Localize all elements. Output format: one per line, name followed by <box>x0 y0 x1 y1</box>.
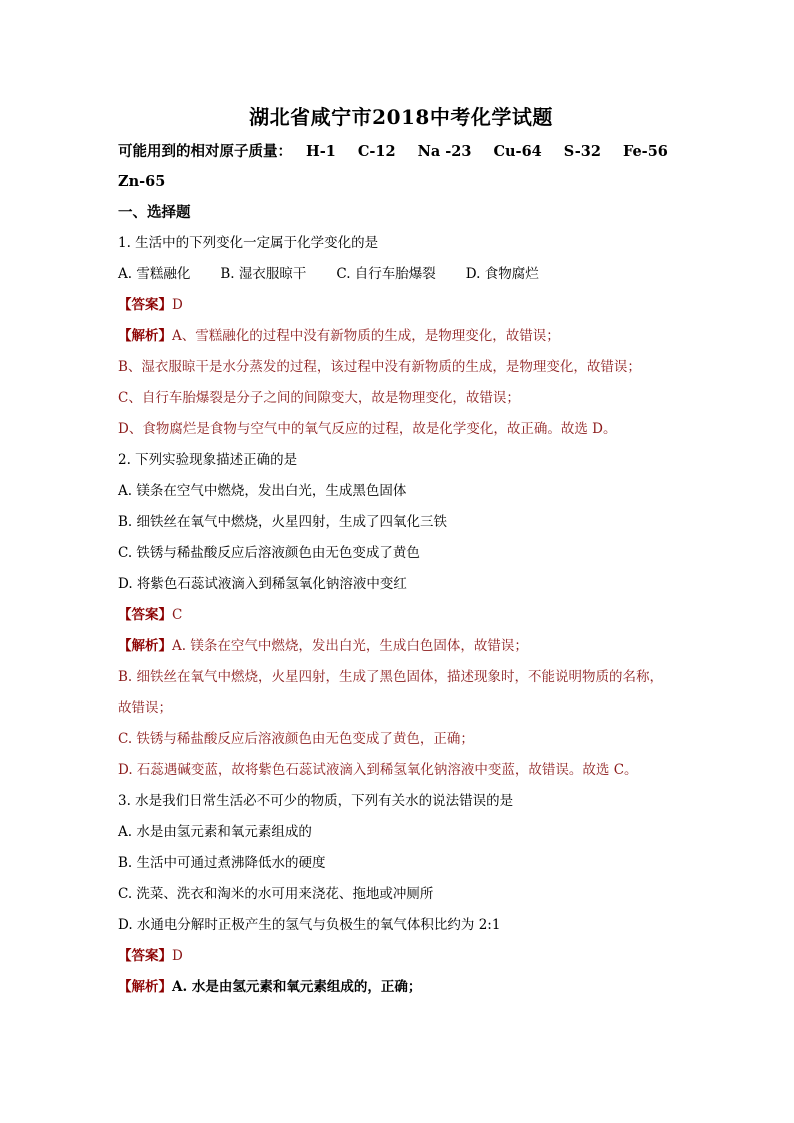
analysis-text: A. 镁条在空气中燃烧，发出白光，生成白色固体，故错误； <box>172 638 528 654</box>
atomic-mass-item: C-12 <box>357 143 396 160</box>
q2-analysis-line <box>118 631 684 662</box>
analysis-label: 【解析】 <box>118 979 172 995</box>
atomic-mass-item: Na -23 <box>417 143 472 160</box>
q1-option-d: D. 食物腐烂 <box>465 266 539 282</box>
q1-analysis-line: D、食物腐烂是食物与空气中的氧气反应的过程，故是化学变化，故正确。故选 D。 <box>118 421 617 437</box>
q1-analysis-line <box>118 321 684 352</box>
q2-analysis-line: D. 石蕊遇碱变蓝，故将紫色石蕊试液滴入到稀氢氧化钠溶液中变蓝，故错误。故选 C。 <box>118 762 638 778</box>
q1-options <box>118 259 684 290</box>
section-heading: 一、选择题 <box>118 204 191 221</box>
q1-stem: 1. 生活中的下列变化一定属于化学变化的是 <box>118 235 379 251</box>
q2-option-a: A. 镁条在空气中燃烧，发出白光，生成黑色固体 <box>118 483 407 499</box>
q3-stem: 3. 水是我们日常生活必不可少的物质，下列有关水的说法错误的是 <box>118 793 514 809</box>
q2-option-b: B. 细铁丝在氧气中燃烧，火星四射，生成了四氧化三铁 <box>118 514 448 530</box>
q1-answer <box>118 290 684 321</box>
answer-label: 【答案】 <box>118 297 172 313</box>
q2-option-c: C. 铁锈与稀盐酸反应后溶液颜色由无色变成了黄色 <box>118 545 420 561</box>
analysis-text: A. 水是由氢元素和氧元素组成的，正确； <box>172 979 422 995</box>
q2-analysis-line: B. 细铁丝在氧气中燃烧，火星四射，生成了黑色固体，描述现象时，不能说明物质的名称， <box>118 669 664 685</box>
q3-option-d: D. 水通电分解时正极产生的氢气与负极生的氧气体积比约为 2:1 <box>118 917 501 933</box>
q1-analysis-line: B、湿衣服晾干是水分蒸发的过程，该过程中没有新物质的生成，是物理变化，故错误； <box>118 359 641 375</box>
exam-title: 湖北省咸宁市2018中考化学试题 <box>249 105 553 129</box>
analysis-label: 【解析】 <box>118 328 172 344</box>
atomic-mass-item: S-32 <box>563 143 601 160</box>
q2-analysis-line: 故错误； <box>118 700 172 716</box>
atomic-mass-line-2 <box>118 167 684 197</box>
q3-analysis-line <box>118 972 684 1003</box>
answer-label: 【答案】 <box>118 948 172 964</box>
answer-label: 【答案】 <box>118 607 172 623</box>
answer-value: D <box>172 948 183 964</box>
atomic-mass-line <box>118 137 684 167</box>
atomic-mass-item: Zn-65 <box>118 173 166 190</box>
q2-option-d: D. 将紫色石蕊试液滴入到稀氢氧化钠溶液中变红 <box>118 576 407 592</box>
answer-value: D <box>172 297 183 313</box>
q3-option-a: A. 水是由氢元素和氧元素组成的 <box>118 824 312 840</box>
analysis-text: A、雪糕融化的过程中没有新物质的生成，是物理变化，故错误； <box>172 328 560 344</box>
atomic-mass-item: Cu-64 <box>493 143 542 160</box>
q3-option-b: B. 生活中可通过煮沸降低水的硬度 <box>118 855 326 871</box>
atomic-mass-item: H-1 <box>306 143 336 160</box>
q3-answer <box>118 941 684 972</box>
analysis-label: 【解析】 <box>118 638 172 654</box>
q2-stem: 2. 下列实验现象描述正确的是 <box>118 452 298 468</box>
q2-analysis-line: C. 铁锈与稀盐酸反应后溶液颜色由无色变成了黄色，正确； <box>118 731 474 747</box>
q1-option-a: A. 雪糕融化 <box>118 266 191 282</box>
q1-option-b: B. 湿衣服晾干 <box>220 266 307 282</box>
q1-analysis-line: C、自行车胎爆裂是分子之间的间隙变大，故是物理变化，故错误； <box>118 390 520 406</box>
q1-option-c: C. 自行车胎爆裂 <box>336 266 436 282</box>
q2-answer <box>118 600 684 631</box>
answer-value: C <box>172 607 183 623</box>
atomic-mass-item: Fe-56 <box>622 143 668 160</box>
q3-option-c: C. 洗菜、洗衣和淘米的水可用来浇花、拖地或冲厕所 <box>118 886 434 902</box>
atomic-mass-label: 可能用到的相对原子质量： <box>118 143 292 160</box>
